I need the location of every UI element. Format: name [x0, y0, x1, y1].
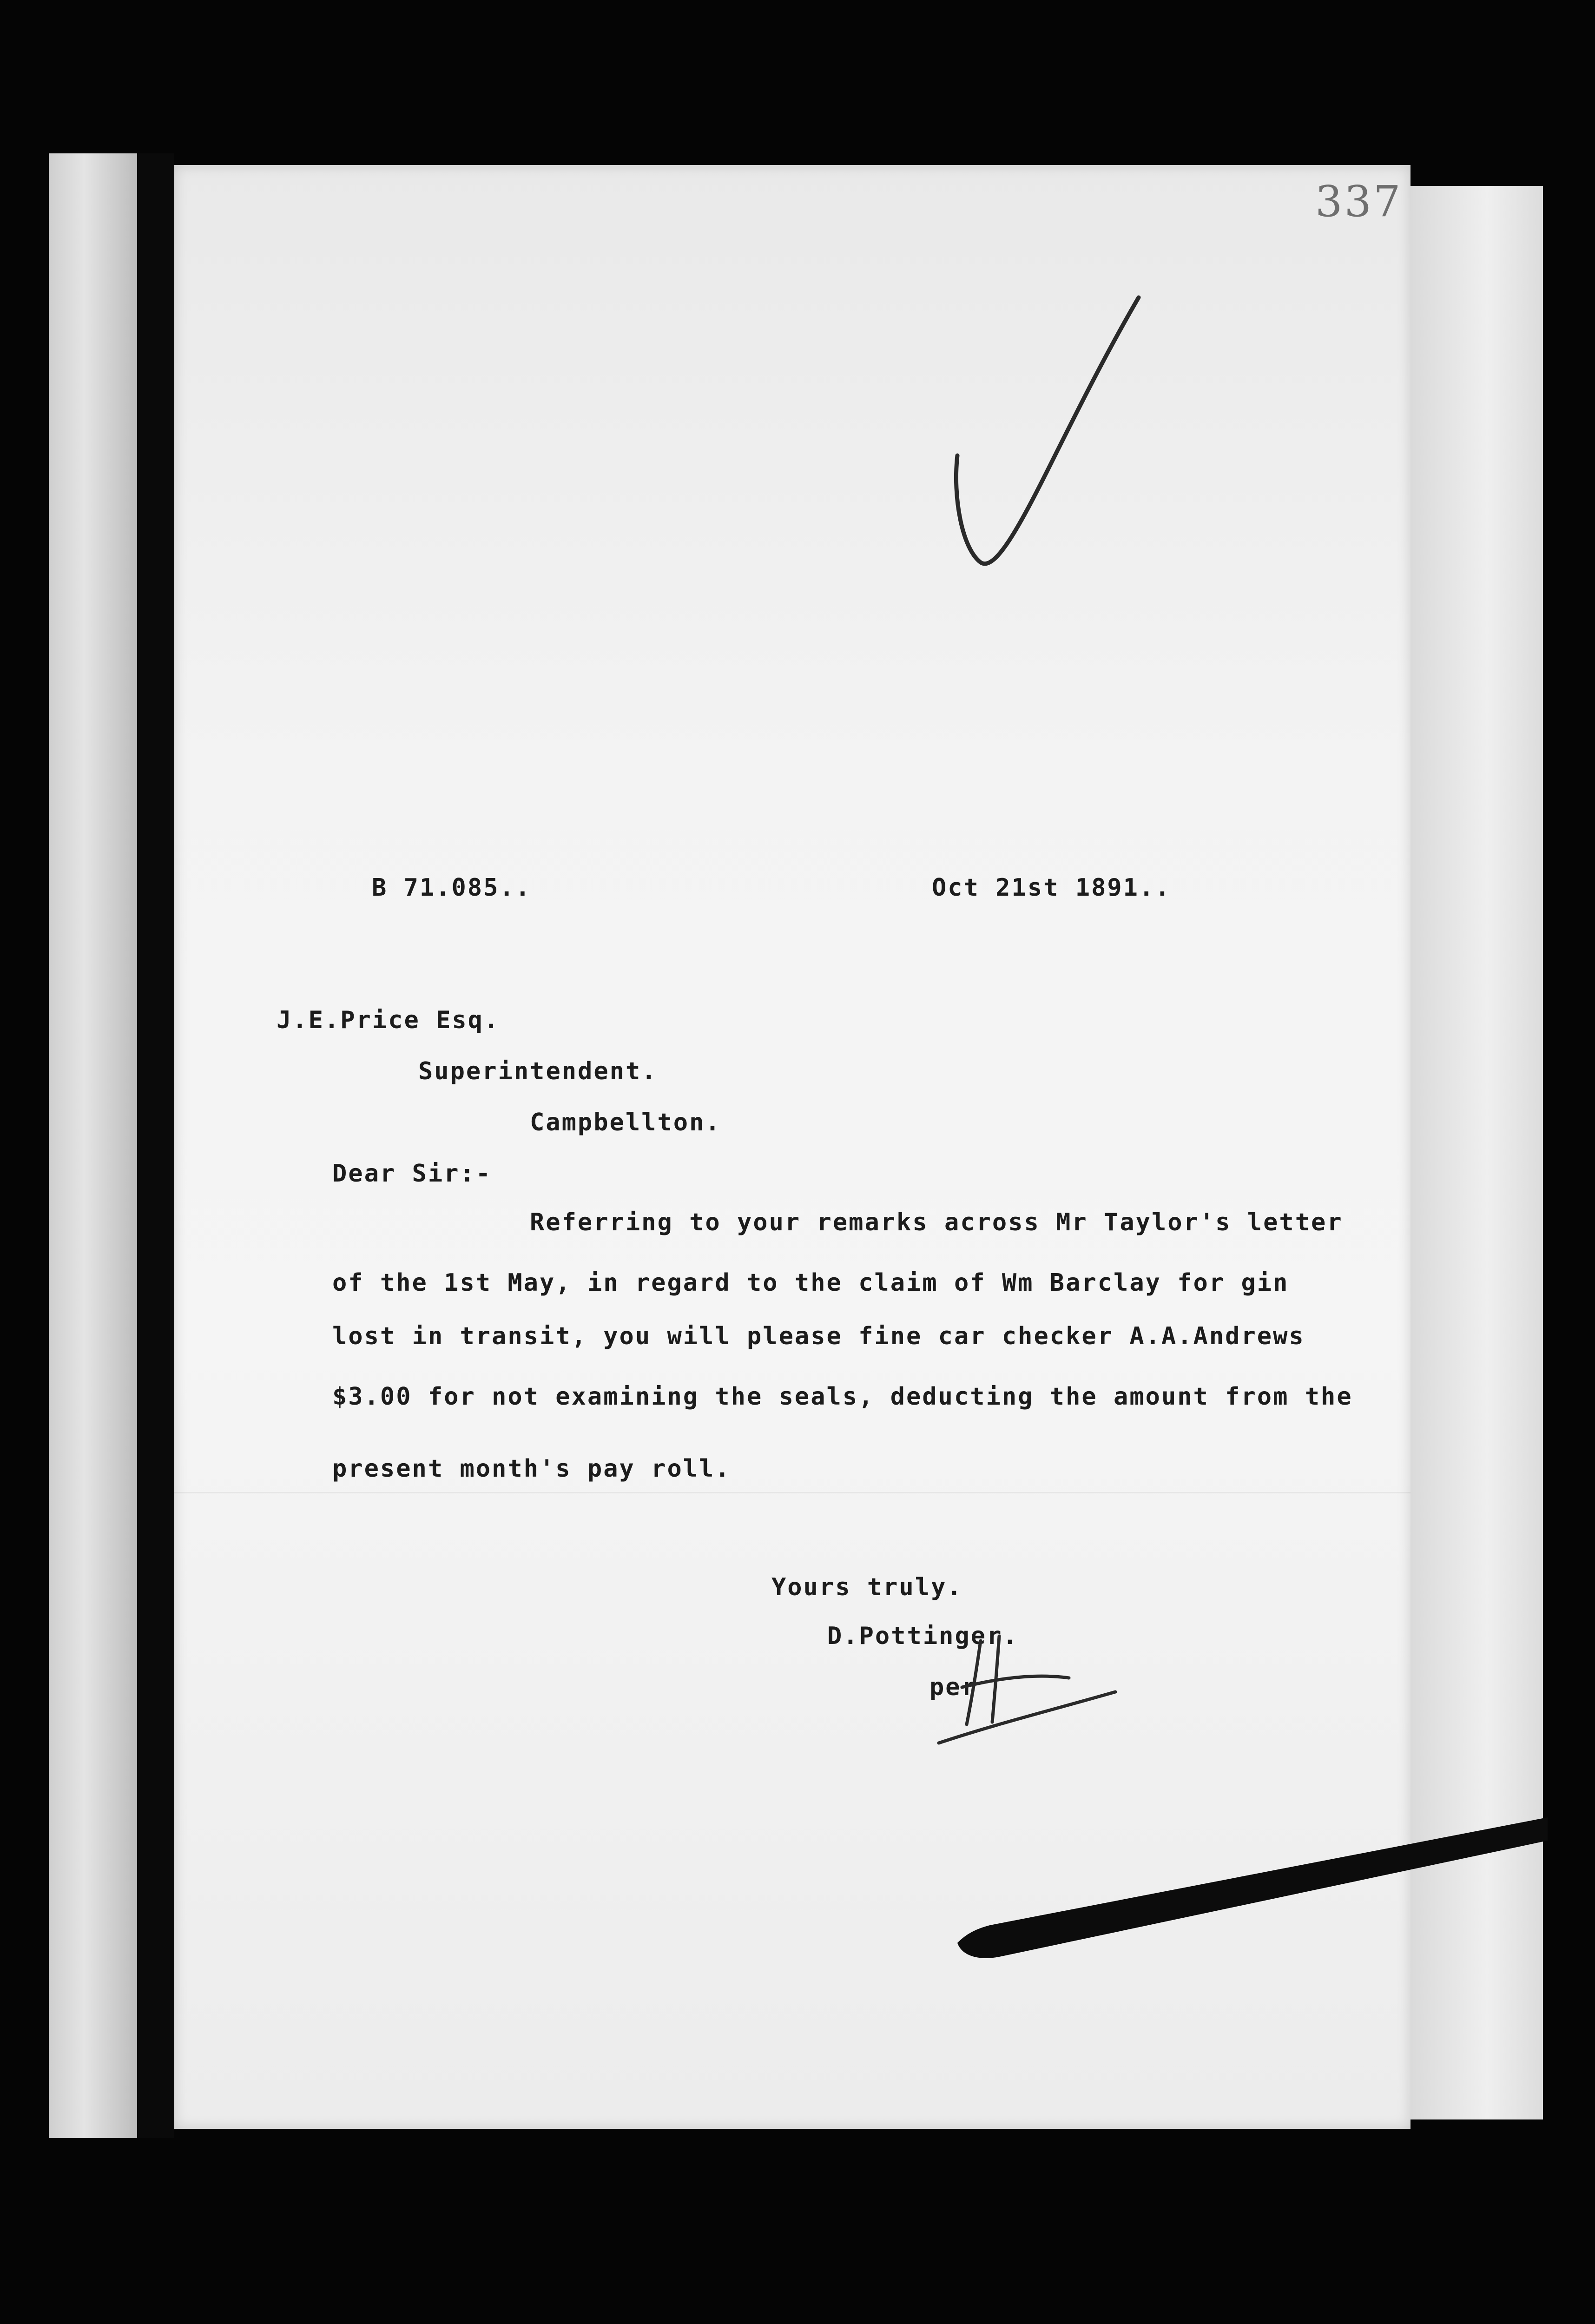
- checkmark-icon: [939, 288, 1153, 576]
- binding-gap: [137, 153, 174, 2138]
- file-reference: B 71.085..: [372, 874, 532, 902]
- page-number: 337: [1315, 177, 1403, 226]
- per-label: per: [929, 1673, 977, 1701]
- recipient-title: Superintendent.: [418, 1057, 658, 1085]
- signatory: D.Pottinger.: [827, 1622, 1019, 1650]
- page-fold: [174, 1492, 1410, 1493]
- body-line-5: present month's pay roll.: [332, 1455, 731, 1483]
- recipient-name: J.E.Price Esq.: [277, 1006, 500, 1034]
- handwritten-initials: [929, 1622, 1125, 1752]
- recipient-location: Campbellton.: [530, 1109, 721, 1136]
- body-line-2: of the 1st May, in regard to the claim of Wm Barclay for gin: [332, 1269, 1289, 1297]
- closing: Yours truly.: [771, 1573, 963, 1601]
- previous-page-edge: [49, 153, 140, 2138]
- body-line-1: Referring to your remarks across Mr Taylor's letter: [530, 1208, 1343, 1236]
- body-line-3: lost in transit, you will please fine car checker A.A.Andrews: [332, 1322, 1305, 1350]
- salutation: Dear Sir:-: [332, 1160, 492, 1188]
- pencil-shadow: [948, 1803, 1552, 1971]
- letter-date: Oct 21st 1891..: [932, 874, 1171, 902]
- body-line-4: $3.00 for not examining the seals, deducting the amount from the: [332, 1383, 1353, 1411]
